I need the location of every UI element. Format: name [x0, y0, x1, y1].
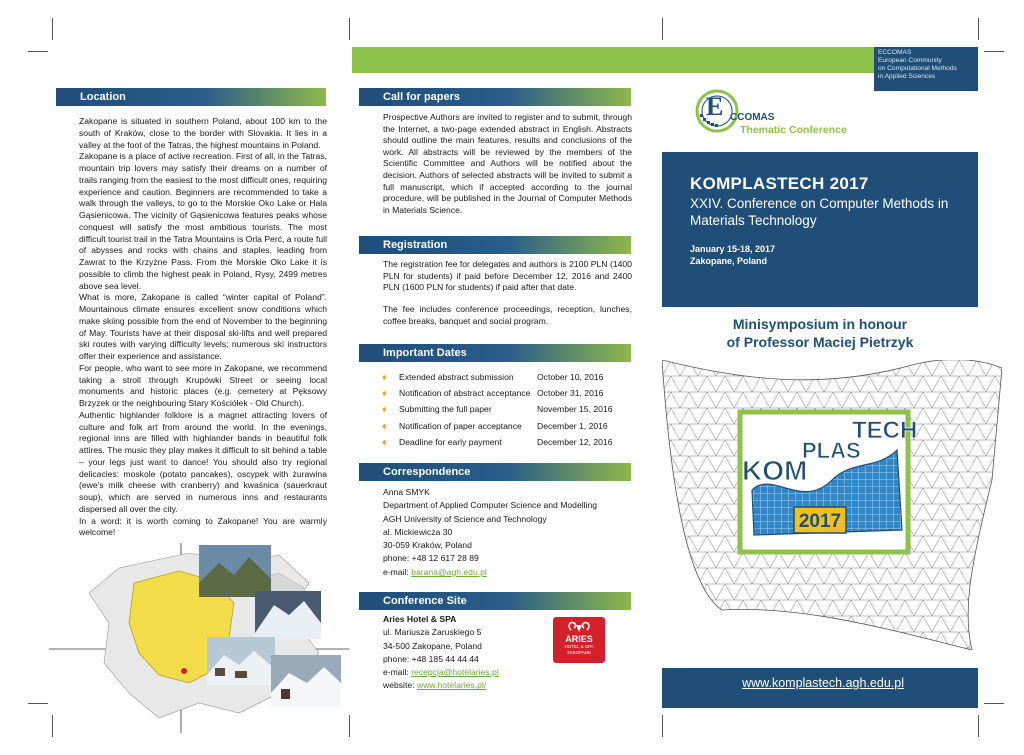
contact-department: Department of Applied Computer Science and Modelling	[383, 500, 598, 511]
bullet-icon: ♦	[382, 388, 387, 399]
bullet-icon: ♦	[382, 436, 387, 447]
eccomas-band-line: ECCOMAS	[878, 49, 912, 56]
aries-logo-sub2: ZAKOPANE	[566, 650, 592, 655]
location-paragraph: Zakopane is situated in southern Poland, about 100 km to the south of Kraków, close to the border with Slovakia. It lies in a valley at the foot of the Tatras, the highest mountains in Poland.	[79, 116, 327, 150]
conference-subtitle: XXIV. Conference on Computer Methods in Materials Technology	[690, 196, 949, 228]
hotel-email-row	[383, 666, 499, 679]
bullet-icon: ♦	[382, 420, 387, 431]
date-value: December 1, 2016	[537, 420, 608, 431]
conference-name: KOMPLASTECH 2017	[690, 174, 869, 193]
crop-mark	[349, 18, 350, 40]
crop-mark	[349, 715, 350, 737]
location-paragraph: Authentic highlander folklore is a magnet attracting lovers of culture and folk art from around the world. In the evenings, regional inns are filled with highlander bands in beautiful folk attires. The music they play makes it difficult to sit behind a table – your legs just want to dance! You should also try regional delicacies: moskole (potato pancakes), oscypek with żurawina (ewe's milk cheese with cranberry) and kwaśnica (sauerkraut soup), which are served in numerous inns and restaurants dispersed all over the city.	[79, 409, 327, 514]
call-for-papers-text: Prospective Authors are invited to register and to submit, through the Internet, a two-page extended abstract in English. Abstracts should outline the main features, results and conclusions of the work. All abstracts will be reviewed by the members of the Scientific Committee and Authors will be notified about the decision. Authors of selected abstracts will be invited to submit a full manuscript, which if accepted according to the journal procedure, will be published in the Journal of Computer Methods in Materials Science.	[383, 112, 632, 215]
correspondence-header: Correspondence	[359, 463, 631, 481]
location-paragraph: For people, who want to see more in Zakopane, we recommend taking a stroll through Krupówki Street or seeing local monuments and historic places (e.g. cemetery at Pęksowy Brzyzek or the neighbouring Stary Kościółek - Old Church).	[79, 362, 327, 408]
date-event: Deadline for early payment	[399, 436, 502, 447]
conference-site-header: Conference Site	[359, 592, 631, 610]
location-text	[79, 116, 327, 539]
important-dates-list	[382, 369, 632, 450]
crop-mark	[52, 18, 53, 40]
hotel-website-link[interactable]: www.hotelaries.pl/	[416, 680, 487, 691]
eccomas-band-line: European Community	[878, 57, 942, 64]
hotel-city: 34-500 Zakopane, Poland	[383, 640, 482, 651]
date-value: December 12, 2016	[537, 436, 613, 447]
hotel-street: ul. Mariusza Zaruskiego 5	[383, 627, 482, 638]
registration-fee-text: The registration fee for delegates and authors is 2100 PLN (1400 PLN for students) if paid before December 12, 2016 and 2400 PLN (1600 PLN for students) if paid after that date.	[383, 259, 632, 293]
eccomas-band-line: on Computational Methods	[878, 65, 957, 72]
minisymposium-line: of Professor Maciej Pietrzyk	[726, 334, 914, 350]
location-paragraph: Zakopane is a place of active recreation. First of all, in the Tatras, mountain trip lovers may satisfy their dreams on a number of trails ranging from the easiest to the most difficult ones, requiring experience and caution. Beginners are recommended to take a walk through the valleys, to go to the Morskie Oko Lake or Hala Gąsienicowa. The vicinity of Gąsienicowa features peaks whose conquest will satisfy the most ambitious tourists. The most difficult tourist trail in the Tatra Mountains is Orla Perć, a route full of abysses and rocks with chains and staples, leading from Zawrat to the Krzyżne Pass. From the Morskie Oko Lake it is possible to climb the highest peak in Poland, Rysy, 2499 metres above sea level.	[79, 151, 327, 291]
website-label: website:	[383, 680, 417, 691]
email-label: e-mail:	[383, 566, 412, 577]
komplastech-logo	[740, 412, 917, 552]
conference-title-box	[662, 152, 978, 307]
location-paragraph: What is more, Zakopane is called “winter capital of Poland”. Mountainous climate ensures excellent snow conditions which make skiing possible from the end of November to the beginning of May. Tourists have at their disposal ski-lifts and well prepared ski routes with varying difficulty levels; numerous ski instructors offer their experience and assistance.	[79, 292, 327, 361]
bullet-icon: ♦	[382, 404, 387, 415]
crop-mark	[984, 703, 1004, 704]
call-for-papers-header: Call for papers	[359, 88, 631, 106]
hotel-name: Aries Hotel & SPA	[383, 614, 457, 624]
hotel-email-link[interactable]: recepcja@hotelaries.pl	[411, 667, 499, 678]
minisymposium-title	[662, 315, 978, 351]
crop-mark	[662, 18, 663, 40]
mesh-graphic	[662, 360, 1002, 650]
logo-plas: PLAS	[802, 438, 861, 463]
eccomas-logo-letter: E	[706, 92, 724, 121]
contact-email-link[interactable]: barana@agh.edu.pl	[411, 566, 487, 577]
contact-phone: phone: +48 12 617 28 89	[383, 553, 479, 564]
date-event: Submitting the full paper	[399, 404, 492, 415]
hotel-phone: phone: +48 185 44 44 44	[383, 653, 479, 664]
crop-mark	[978, 18, 979, 40]
aries-logo-text: ARIES	[565, 634, 593, 644]
date-event: Notification of abstract acceptance	[399, 388, 531, 399]
important-dates-header: Important Dates	[359, 344, 631, 362]
conference-site-block	[383, 613, 499, 693]
crop-mark	[28, 703, 48, 704]
conference-website-link[interactable]: www.komplastech.agh.edu.pl	[742, 676, 904, 690]
date-row	[382, 369, 632, 385]
registration-header: Registration	[359, 236, 631, 254]
date-row	[382, 418, 632, 434]
crop-mark	[984, 51, 1004, 52]
eccomas-band	[874, 47, 978, 91]
top-green-band	[352, 47, 874, 73]
date-value: October 10, 2016	[537, 372, 604, 383]
date-event: Notification of paper acceptance	[399, 420, 522, 431]
conference-place: Zakopane, Poland	[690, 255, 768, 266]
logo-kom: KOM	[742, 455, 808, 486]
conference-date: January 15-18, 2017	[690, 244, 776, 254]
location-header: Location	[56, 88, 326, 106]
date-event: Extended abstract submission	[399, 372, 514, 383]
correspondence-block	[383, 486, 597, 579]
eccomas-name: CCOMAS	[730, 112, 775, 123]
bullet-icon: ♦	[382, 372, 387, 383]
aries-logo-sub1: HOTEL & SPA	[564, 644, 594, 649]
website-footer	[662, 668, 978, 708]
registration-includes-text: The fee includes conference proceedings, reception, lunches, coffee breaks, banquet and social program.	[383, 304, 632, 326]
conference-dates	[690, 244, 775, 267]
date-row	[382, 401, 632, 417]
crop-mark	[662, 715, 663, 737]
email-label: e-mail:	[383, 667, 412, 678]
contact-name: Anna SMYK	[383, 487, 430, 497]
contact-street: al. Mickiewicza 30	[383, 526, 453, 537]
logo-year: 2017	[798, 511, 842, 532]
contact-university: AGH University of Science and Technology	[383, 513, 547, 524]
date-row	[382, 434, 632, 450]
contact-email-row	[383, 566, 597, 579]
aries-hotel-logo	[553, 617, 605, 663]
logo-tech: TECH	[852, 417, 918, 444]
date-row	[382, 385, 632, 401]
hotel-website-row	[383, 679, 499, 692]
eccomas-band-line: in Applied Sciences	[878, 73, 936, 80]
crop-mark	[28, 51, 48, 52]
contact-city: 30-059 Kraków, Poland	[383, 540, 472, 551]
location-paragraph: In a word: it is worth coming to Zakopane! You are warmly welcome!	[79, 515, 327, 538]
minisymposium-line: Minisymposium in honour	[732, 316, 908, 332]
ram-icon	[567, 620, 591, 634]
crop-mark	[978, 715, 979, 737]
poland-map-collage	[49, 543, 349, 733]
date-value: October 31, 2016	[537, 388, 604, 399]
thematic-conference-label: Thematic Conference	[740, 124, 847, 136]
date-value: November 15, 2016	[537, 404, 613, 415]
